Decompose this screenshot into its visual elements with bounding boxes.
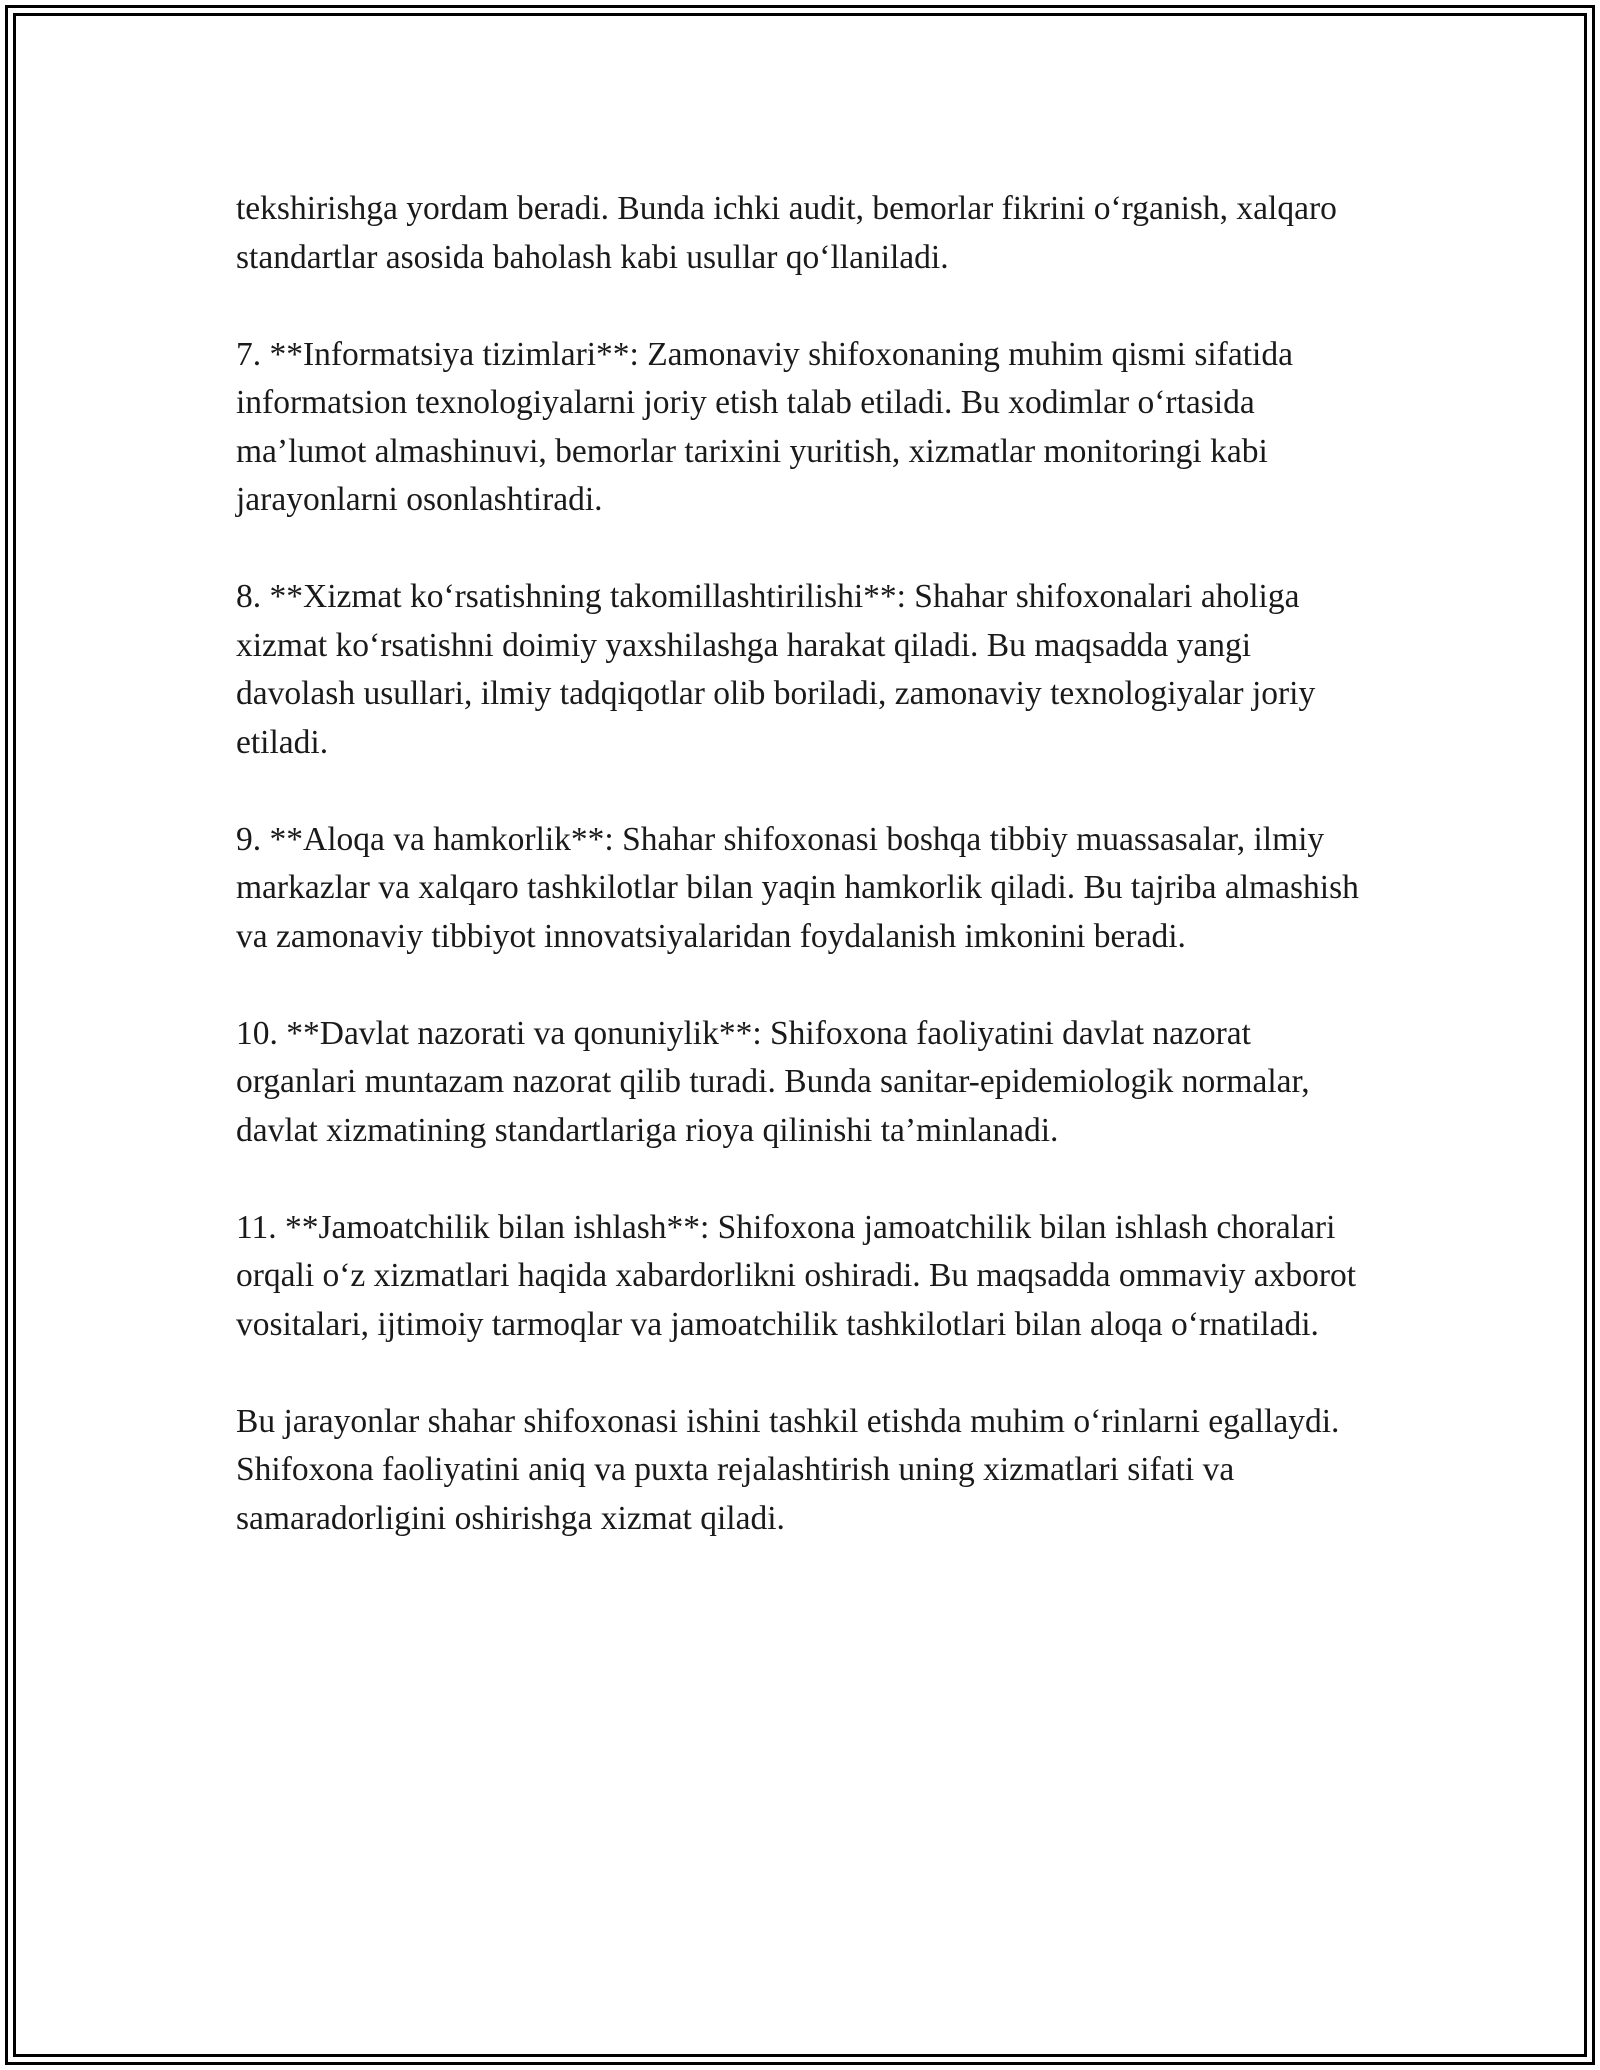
document-body	[236, 185, 1376, 1592]
paragraph-conclusion: Bu jarayonlar shahar shifoxonasi ishini tashkil etishda muhim o‘rinlarni egallaydi. Shifoxona faoliyatini aniq va puxta rejalashtirish uning xizmatlari sifati va samaradorligini oshirishga xizmat qiladi.	[236, 1402, 1340, 1537]
paragraph-item-8: 8. **Xizmat ko‘rsatishning takomillashtirilishi**: Shahar shifoxonalari aholiga xizmat ko‘rsatishni doimiy yaxshilashga harakat qiladi. Bu maqsadda yangi davolash usullari, ilmiy tadqiqotlar olib boriladi, zamonaviy texnologiyalar joriy etiladi.	[236, 578, 1316, 761]
paragraph-item-9: 9. **Aloqa va hamkorlik**: Shahar shifoxonasi boshqa tibbiy muassasalar, ilmiy markazlar va xalqaro tashkilotlar bilan yaqin hamkorlik qiladi. Bu tajriba almashish va zamonaviy tibbiyot innovatsiyalaridan foydalanish imkonini beradi.	[236, 820, 1359, 955]
paragraph-item-10: 10. **Davlat nazorati va qonuniylik**: Shifoxona faoliyatini davlat nazorat organlari muntazam nazorat qilib turadi. Bunda sanitar-epidemiologik normalar, davlat xizmatining standartlariga rioya qilinishi ta’minlanadi.	[236, 1014, 1310, 1149]
paragraph-item-7: 7. **Informatsiya tizimlari**: Zamonaviy shifoxonaning muhim qismi sifatida informatsion texnologiyalarni joriy etish talab etiladi. Bu xodimlar o‘rtasida ma’lumot almashinuvi, bemorlar tarixini yuritish, xizmatlar monitoringi kabi jarayonlarni osonlashtiradi.	[236, 335, 1293, 518]
paragraph-continuation: tekshirishga yordam beradi. Bunda ichki audit, bemorlar fikrini o‘rganish, xalqaro standartlar asosida baholash kabi usullar qo‘llaniladi.	[236, 190, 1337, 276]
paragraph-item-11: 11. **Jamoatchilik bilan ishlash**: Shifoxona jamoatchilik bilan ishlash choralari orqali o‘z xizmatlari haqida xabardorlikni oshiradi. Bu maqsadda ommaviy axborot vositalari, ijtimoiy tarmoqlar va jamoatchilik tashkilotlari bilan aloqa o‘rnatiladi.	[236, 1208, 1357, 1343]
